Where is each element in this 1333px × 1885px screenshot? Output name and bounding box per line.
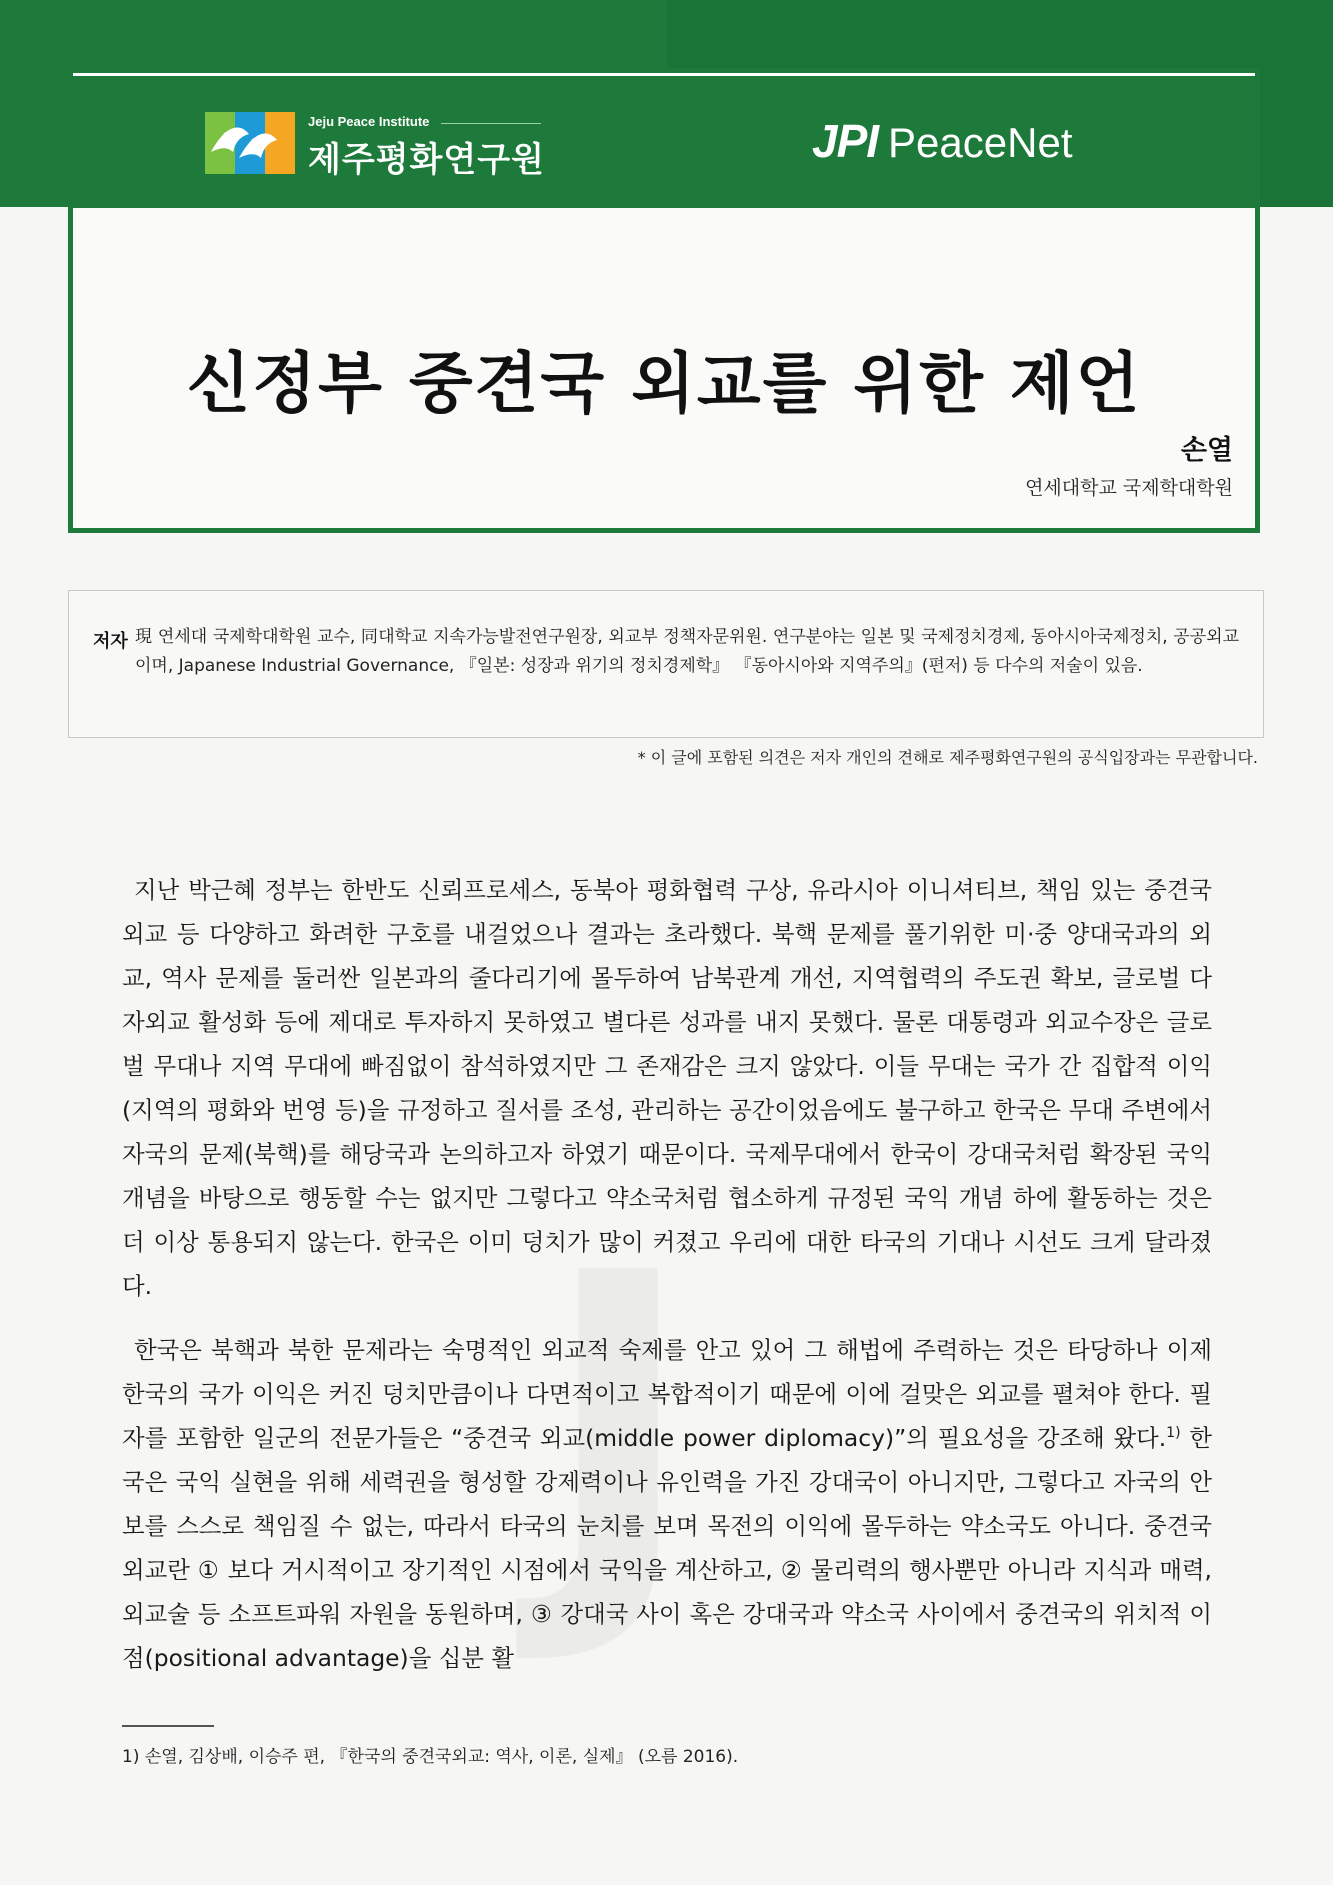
bio-label: 저자 <box>93 631 128 652</box>
footnote-rule <box>122 1725 214 1727</box>
author-affiliation: 연세대학교 국제학대학원 <box>1025 477 1233 499</box>
paragraph-2-part-a: 한국은 북핵과 북한 문제라는 숙명적인 외교적 숙제를 안고 있어 그 해법에 주력하는 것은 타당하나 이제 한국의 국가 이익은 커진 덩치만큼이나 다면적이고 복합적이기 때문에 이에 걸맞은 외교를 펼쳐야 한다. 필자를 포함한 일군의 전문가들은 “중견국 외교(middle power diplomacy)”의 필요성을 강조해 왔다. <box>122 1336 1212 1452</box>
jeju-peace-institute-logo <box>205 110 545 180</box>
peacenet-logo <box>812 114 1073 174</box>
dove-logo-icon <box>205 112 295 174</box>
logo-divider <box>441 123 541 124</box>
page-title: 신정부 중견국 외교를 위한 제언 <box>186 345 1142 422</box>
paragraph-1: 지난 박근혜 정부는 한반도 신뢰프로세스, 동북아 평화협력 구상, 유라시아 이니셔티브, 책임 있는 중견국 외교 등 다양하고 화려한 구호를 내걸었으나 결과는 초라했다. 북핵 문제를 풀기위한 미·중 양대국과의 외교, 역사 문제를 둘러싼 일본과의 줄다리기에 몰두하여 남북관계 개선, 지역협력의 주도권 확보, 글로벌 다자외교 활성화 등에 제대로 투자하지 못하였고 별다른 성과를 내지 못했다. 물론 대통령과 외교수장은 글로벌 무대나 지역 무대에 빠짐없이 참석하였지만 그 존재감은 크지 않았다. 이들 무대는 국가 간 집합적 이익(지역의 평화와 번영 등)을 규정하고 질서를 조성, 관리하는 공간이었음에도 불구하고 한국은 무대 주변에서 자국의 문제(북핵)를 해당국과 논의하고자 하였기 때문이다. 국제무대에서 한국이 강대국처럼 확장된 국익 개념을 바탕으로 행동할 수는 없지만 그렇다고 약소국처럼 협소하게 규정된 국익 개념 하에 활동하는 것은 더 이상 통용되지 않는다. 한국은 이미 덩치가 많이 커졌고 우리에 대한 타국의 기대나 시선도 크게 달라졌다. <box>122 876 1212 1300</box>
article-body <box>122 868 1212 1700</box>
disclaimer-note: * 이 글에 포함된 의견은 저자 개인의 견해로 제주평화연구원의 공식입장과는 무관합니다. <box>637 748 1258 767</box>
frame-top-line <box>73 73 1255 76</box>
author-bio-box <box>68 590 1264 738</box>
peacenet-logo-text: PeaceNet <box>888 119 1073 166</box>
author-name: 손열 <box>1180 435 1233 466</box>
footnote-1: 1) 손열, 김상배, 이승주 편, 『한국의 중견국외교: 역사, 이론, 실제』 (오름 2016). <box>122 1747 739 1767</box>
paragraph-2 <box>122 1328 1212 1680</box>
bio-text: 現 연세대 국제학대학원 교수, 同대학교 지속가능발전연구원장, 외교부 정책자문위원. 연구분야는 일본 및 국제정치경제, 동아시아국제정치, 공공외교이며, Japanese Industrial Governance, 『일본: 성장과 위기의 정치경제학』 『동아시아와 지역주의』(편저) 등 다수의 저술이 있음. <box>135 627 1239 676</box>
paragraph-2-part-b: 한국은 국익 실현을 위해 세력권을 형성할 강제력이나 유인력을 가진 강대국이 아니지만, 그렇다고 자국의 안보를 스스로 책임질 수 없는, 따라서 타국의 눈치를 보며 목전의 이익에 몰두하는 약소국도 아니다. 중견국 외교란 ① 보다 거시적이고 장기적인 시점에서 국익을 계산하고, ② 물리력의 행사뿐만 아니라 지식과 매력, 외교술 등 소프트파워 자원을 동원하며, ③ 강대국 사이 혹은 강대국과 약소국 사이에서 중견국의 위치적 이점(positional advantage)을 십분 활 <box>122 1424 1213 1672</box>
logo-english-name: Jeju Peace Institute <box>308 114 430 129</box>
footnote-reference[interactable]: 1) <box>1166 1425 1181 1442</box>
jpi-logo-mark: JPI <box>812 115 879 167</box>
logo-korean-name: 제주평화연구원 <box>308 140 545 180</box>
